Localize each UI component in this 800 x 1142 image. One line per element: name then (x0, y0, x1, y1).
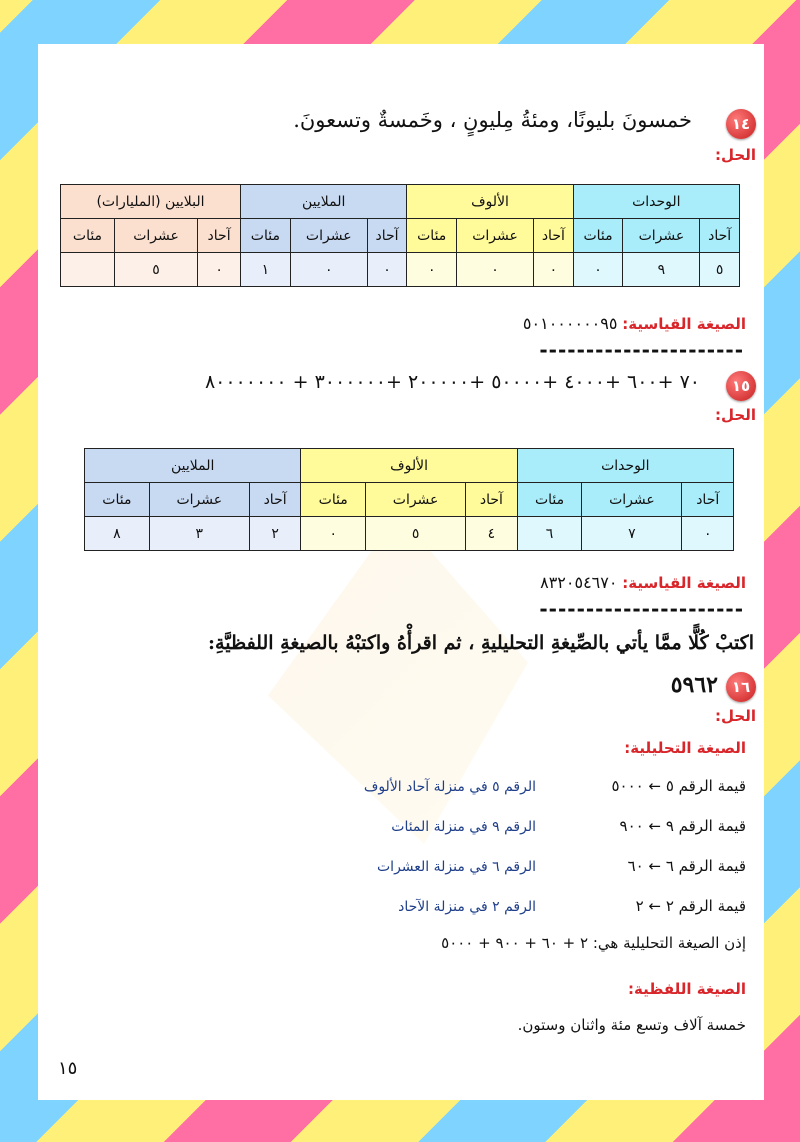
digit-value: قيمة الرقم ٩ ← ٩٠٠ (619, 817, 746, 835)
digit-value: قيمة الرقم ٦ ← ٦٠ (627, 857, 746, 875)
digit-place: الرقم ٢ في منزلة الآحاد (398, 899, 536, 915)
solution-label: الحل: (715, 146, 756, 164)
digit-cell: ٠ (198, 253, 241, 287)
column-header: آحاد (534, 219, 574, 253)
question-14-badge (726, 109, 756, 139)
column-header: عشرات (149, 483, 249, 517)
question-number: ١٥ (731, 377, 751, 395)
standard-form-14 (523, 314, 746, 333)
column-header: آحاد (249, 483, 301, 517)
digit-cell: ٤ (466, 517, 518, 551)
column-header: عشرات (366, 483, 466, 517)
digit-cell: ٠ (367, 253, 407, 287)
expanded-form-result: إذن الصيغة التحليلية هي: ٢ + ٦٠ + ٩٠٠ + ٥٠٠٠ (441, 934, 746, 952)
question-15-text: ٧٠ +٦٠٠ +٤٠٠٠ +٥٠٠٠٠ +٢٠٠٠٠٠ +٣٠٠٠٠٠٠ + ٨٠٠٠٠٠٠٠ (204, 371, 700, 393)
standard-form-label: الصيغة القياسية: (622, 574, 746, 592)
group-header: الملايين (85, 449, 301, 483)
digit-cell: ٠ (682, 517, 734, 551)
expanded-form-rows (246, 777, 746, 937)
question-14-text: خمسونَ بليونًا، ومئةُ مِليونٍ ، وخَمسةٌ وتسعونَ. (293, 108, 692, 132)
solution-label: الحل: (715, 406, 756, 424)
digit-place: الرقم ٥ في منزلة آحاد الألوف (363, 779, 536, 795)
question-16-value: ٥٩٦٢ (670, 672, 718, 698)
digit-value: قيمة الرقم ٢ ← ٢ (635, 897, 746, 915)
column-header: آحاد (700, 219, 740, 253)
column-header: آحاد (466, 483, 518, 517)
column-header: مئات (407, 219, 457, 253)
digit-cell: ٧ (582, 517, 682, 551)
column-header: مئات (517, 483, 582, 517)
separator-line: ---------------------- (539, 597, 744, 621)
group-header: البلايين (المليارات) (61, 185, 241, 219)
digit-cell: ٠ (301, 517, 366, 551)
page-number: ١٥ (58, 1058, 78, 1079)
digit-cell: ٠ (573, 253, 623, 287)
digit-cell (61, 253, 115, 287)
column-header: مئات (573, 219, 623, 253)
digit-cell: ٦ (517, 517, 582, 551)
standard-form-value: ٨٣٢٠٥٤٦٧٠ (540, 573, 618, 592)
digit-cell: ٠ (457, 253, 534, 287)
expanded-form-label: الصيغة التحليلية: (624, 739, 746, 757)
column-header: آحاد (198, 219, 241, 253)
expanded-form-row (246, 777, 746, 817)
place-value-table-15 (84, 448, 734, 551)
digit-cell: ٨ (85, 517, 150, 551)
digit-place: الرقم ٩ في منزلة المئات (391, 819, 536, 835)
digit-cell: ٠ (407, 253, 457, 287)
group-header: الألوف (407, 185, 573, 219)
digit-cell: ٥ (114, 253, 197, 287)
worksheet-page (38, 44, 764, 1100)
group-header: الوحدات (517, 449, 733, 483)
group-header: الألوف (301, 449, 517, 483)
digit-value: قيمة الرقم ٥ ← ٥٠٠٠ (611, 777, 746, 795)
digit-cell: ٠ (290, 253, 367, 287)
instruction-text: اكتبْ كُلًّا ممَّا يأتي بالصِّيغةِ التحليليةِ ، ثم اقرأْهُ واكتبْهُ بالصيغةِ اللفظيَّةِ: (208, 632, 754, 654)
digit-cell: ٠ (534, 253, 574, 287)
digit-cell: ٢ (249, 517, 301, 551)
column-header: عشرات (290, 219, 367, 253)
column-header: آحاد (367, 219, 407, 253)
column-header: مئات (301, 483, 366, 517)
column-header: مئات (61, 219, 115, 253)
digit-cell: ١ (241, 253, 291, 287)
column-header: آحاد (682, 483, 734, 517)
digit-cell: ٩ (623, 253, 700, 287)
separator-line: ---------------------- (539, 338, 744, 362)
column-header: عشرات (114, 219, 197, 253)
expanded-form-row (246, 857, 746, 897)
question-15-badge (726, 371, 756, 401)
group-header: الملايين (241, 185, 407, 219)
word-form-label: الصيغة اللفظية: (628, 980, 746, 998)
column-header: مئات (85, 483, 150, 517)
column-header: مئات (241, 219, 291, 253)
column-header: عشرات (582, 483, 682, 517)
digit-cell: ٥ (366, 517, 466, 551)
standard-form-15 (540, 573, 746, 592)
question-number: ١٦ (731, 678, 751, 696)
solution-label: الحل: (715, 707, 756, 725)
column-header: عشرات (457, 219, 534, 253)
question-16-badge (726, 672, 756, 702)
question-number: ١٤ (731, 115, 751, 133)
place-value-table-14 (60, 184, 740, 287)
group-header: الوحدات (573, 185, 739, 219)
digit-place: الرقم ٦ في منزلة العشرات (377, 859, 536, 875)
column-header: عشرات (623, 219, 700, 253)
expanded-form-row (246, 897, 746, 937)
standard-form-label: الصيغة القياسية: (622, 315, 746, 333)
expanded-form-row (246, 817, 746, 857)
digit-cell: ٥ (700, 253, 740, 287)
digit-cell: ٣ (149, 517, 249, 551)
standard-form-value: ٥٠١٠٠٠٠٠٠٩٥ (522, 314, 618, 333)
word-form-value: خمسة آلاف وتسع مئة واثنان وستون. (517, 1016, 746, 1034)
